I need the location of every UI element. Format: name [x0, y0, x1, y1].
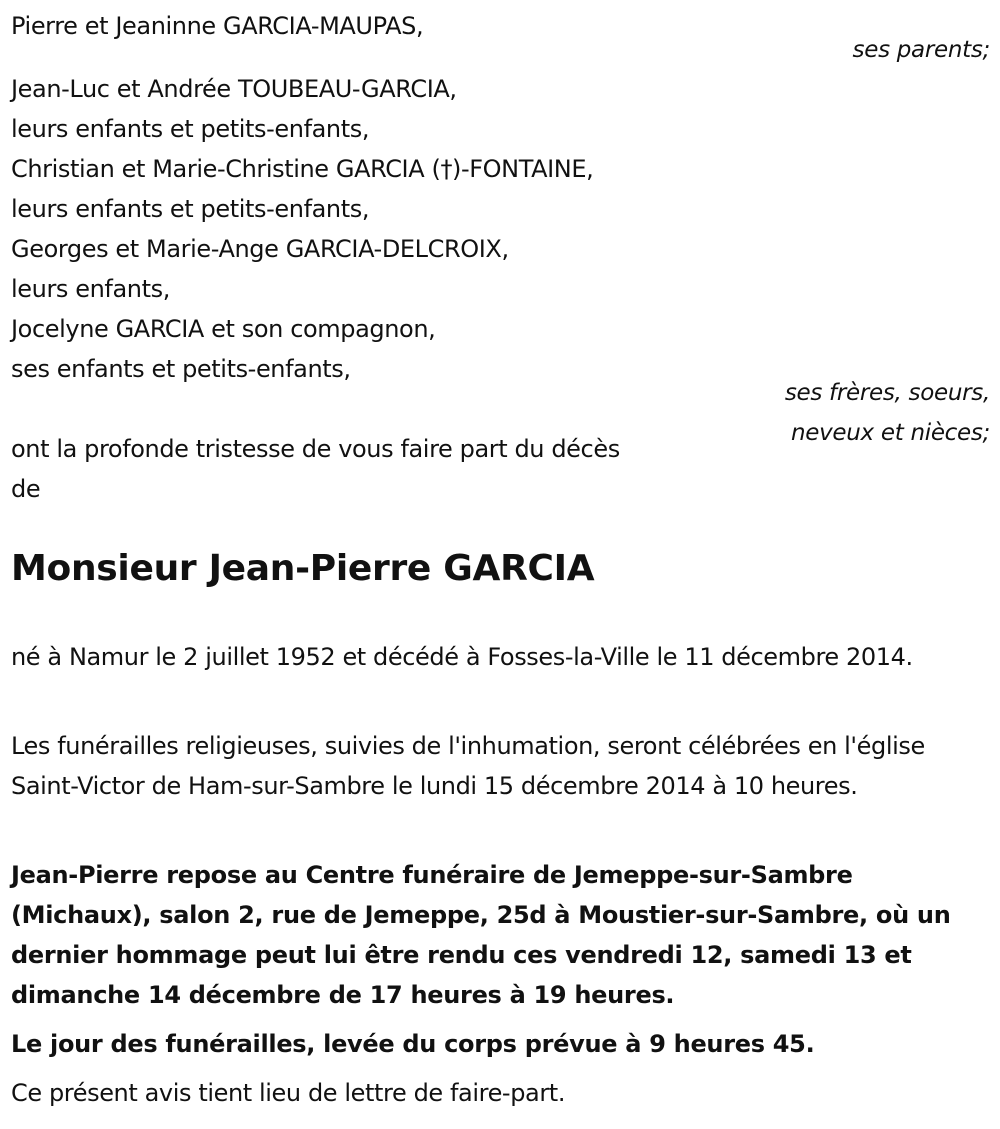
parents-label: ses parents;	[852, 37, 990, 63]
closing-paragraph: Ce présent avis tient lieu de lettre de faire-part.	[11, 1079, 566, 1107]
sibling-line: Jean-Luc et Andrée TOUBEAU-GARCIA,	[11, 75, 457, 103]
sibling-line: leurs enfants,	[11, 275, 170, 303]
sibling-line: Georges et Marie-Ange GARCIA-DELCROIX,	[11, 235, 509, 263]
sibling-line: ses enfants et petits-enfants,	[11, 355, 351, 383]
sibling-line: Christian et Marie-Christine GARCIA (†)-FONTAINE,	[11, 155, 594, 183]
departure-paragraph: Le jour des funérailles, levée du corps prévue à 9 heures 45.	[11, 1030, 815, 1058]
nephews-label: neveux et nièces;	[790, 420, 990, 446]
siblings-label: ses frères, soeurs,	[784, 380, 990, 406]
sibling-line: leurs enfants et petits-enfants,	[11, 115, 370, 143]
parents-line: Pierre et Jeaninne GARCIA-MAUPAS,	[11, 12, 424, 40]
funeral-paragraph: Les funérailles religieuses, suivies de l'inhumation, seront célébrées en l'église Saint-Victor de Ham-sur-Sambre le lundi 15 décembre 2014 à 10 heures.	[11, 732, 925, 800]
birth-death-paragraph: né à Namur le 2 juillet 1952 et décédé à Fosses-la-Ville le 11 décembre 2014.	[11, 643, 913, 671]
intro-line: de	[11, 475, 41, 503]
intro-line: ont la profonde tristesse de vous faire part du décès	[11, 435, 620, 463]
sibling-line: Jocelyne GARCIA et son compagnon,	[11, 315, 436, 343]
deceased-name: Monsieur Jean-Pierre GARCIA	[11, 548, 595, 589]
visitation-paragraph: Jean-Pierre repose au Centre funéraire de Jemeppe-sur-Sambre (Michaux), salon 2, rue de Jemeppe, 25d à Moustier-sur-Sambre, où un dernier hommage peut lui être rendu ces vendredi 12, samedi 13 et dimanche 14 décembre de 17 heures à 19 heures.	[11, 861, 951, 1009]
sibling-line: leurs enfants et petits-enfants,	[11, 195, 370, 223]
